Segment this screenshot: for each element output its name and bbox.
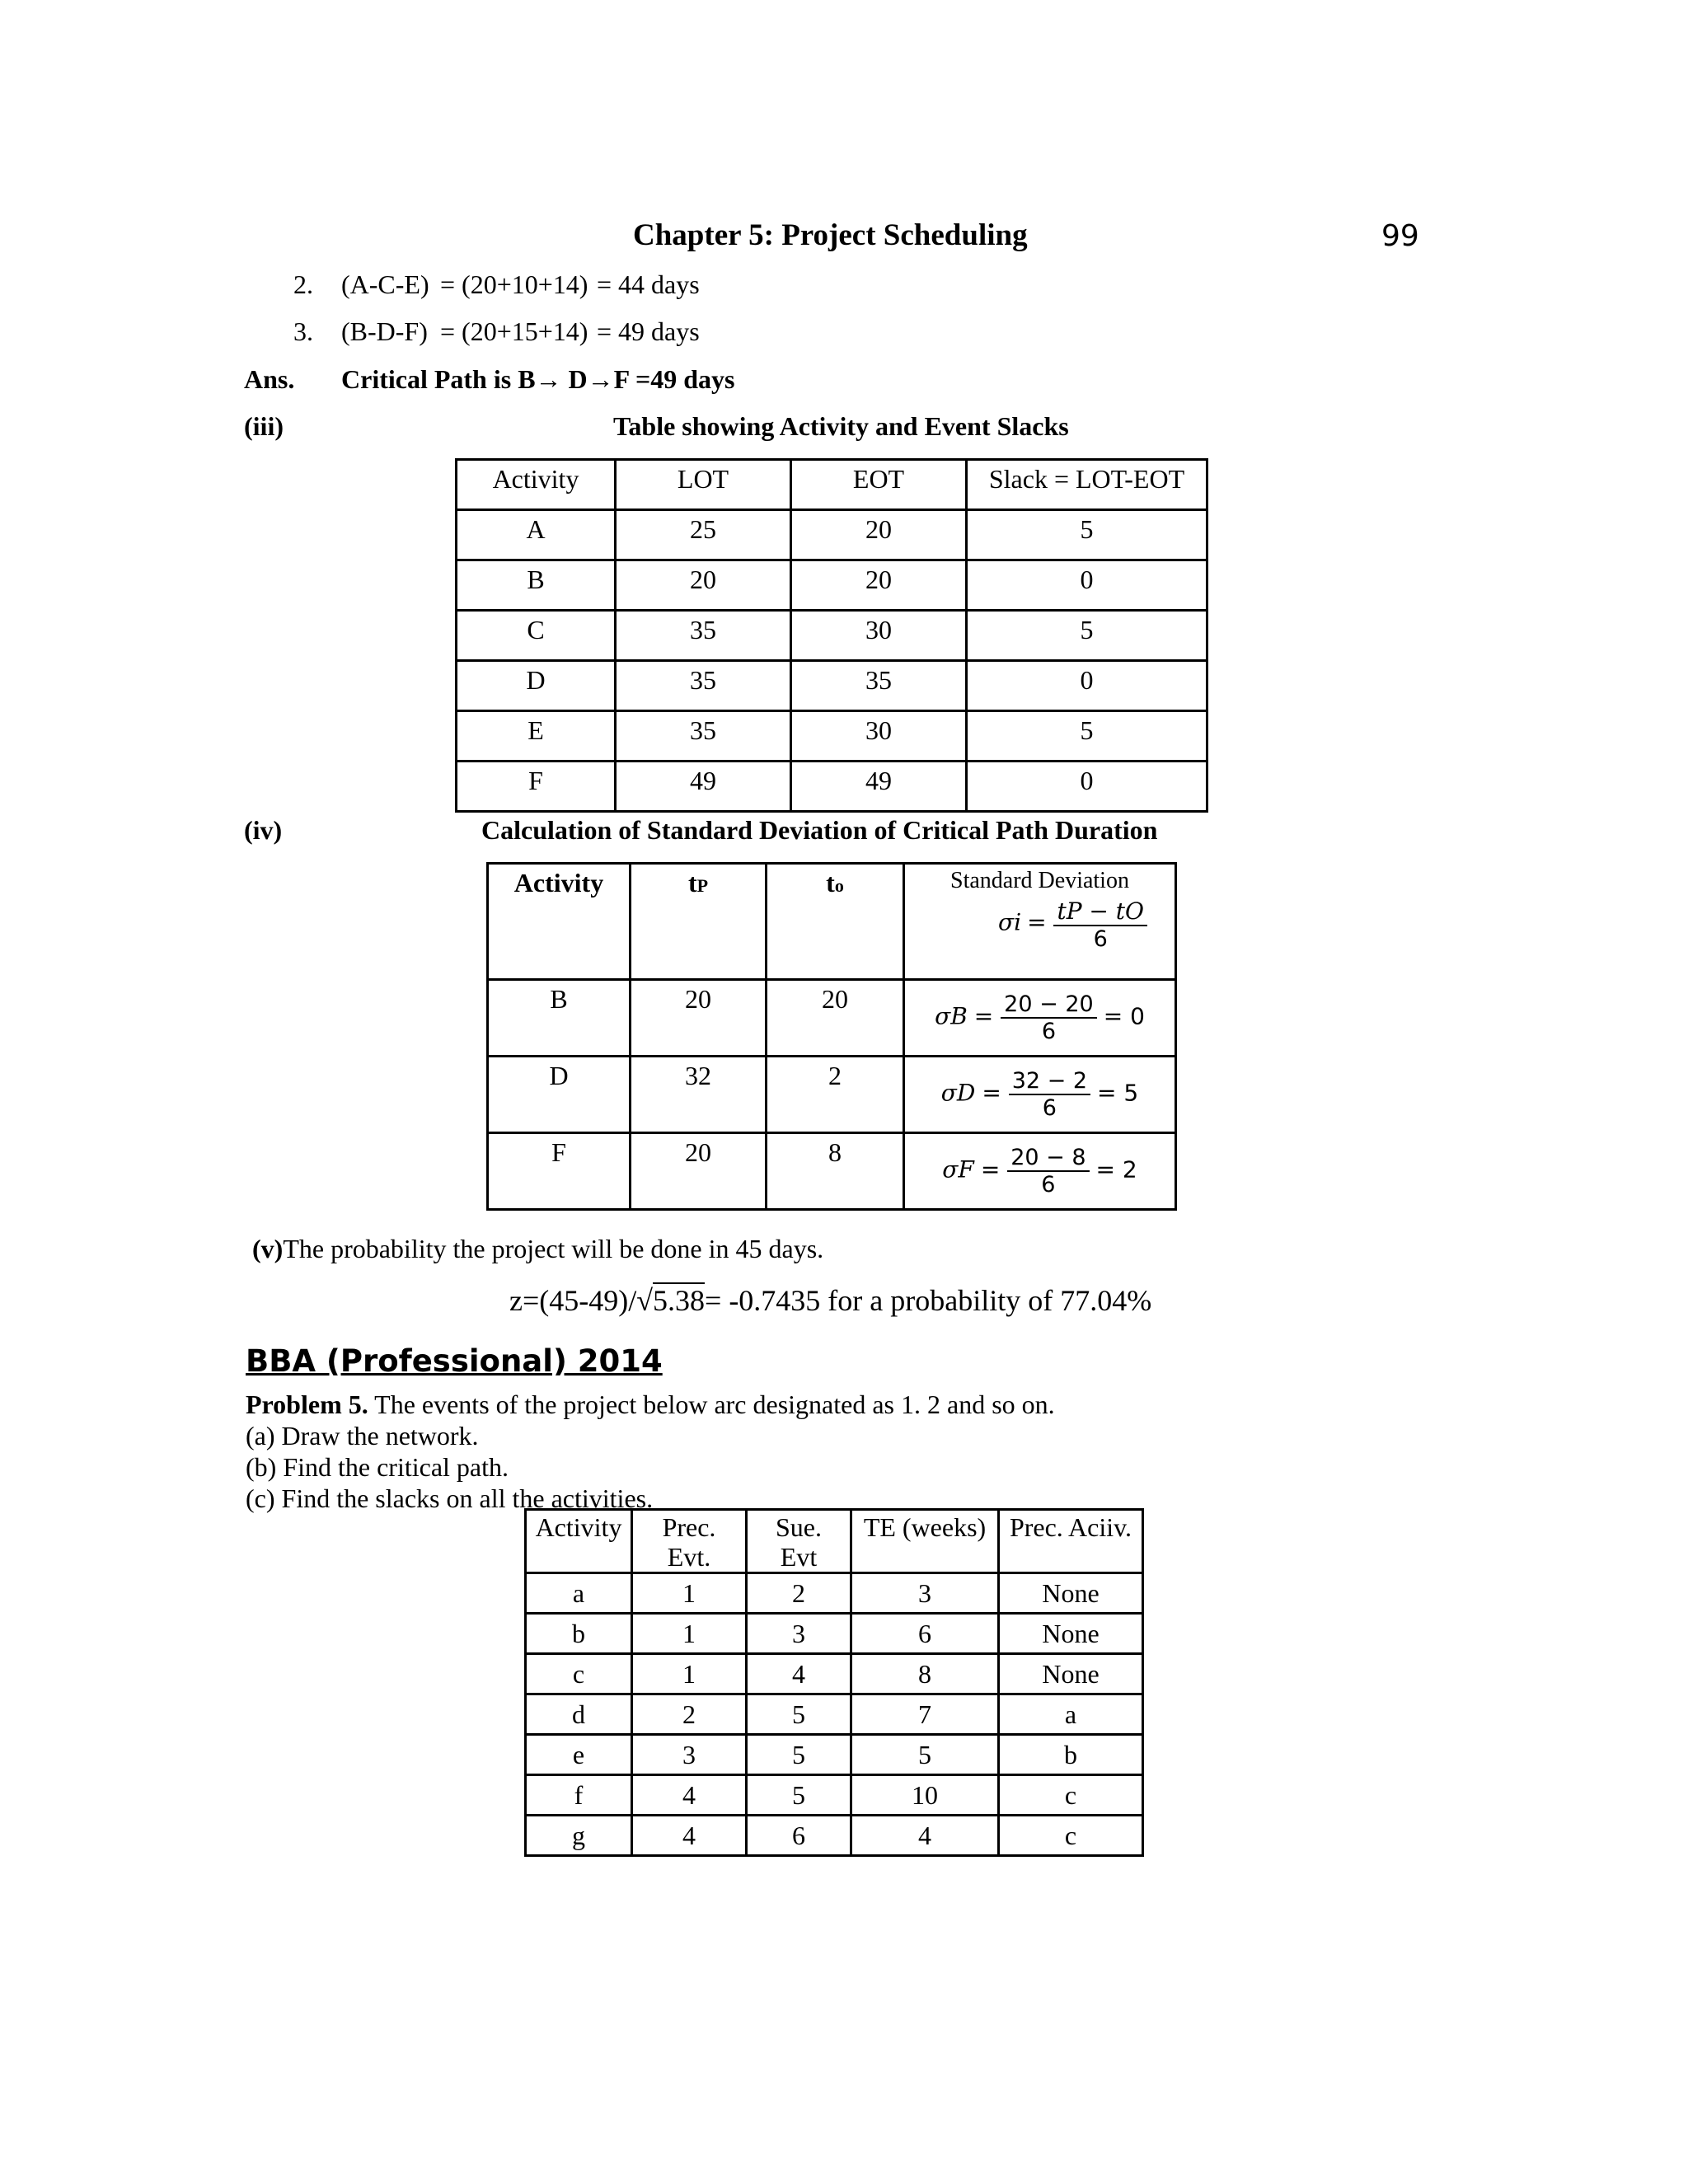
cell: 4 [747, 1654, 851, 1694]
z-suffix: = -0.7435 for a probability of 77.04% [705, 1284, 1152, 1317]
page-number: 99 [1381, 219, 1419, 253]
cell: 0 [967, 762, 1207, 812]
cell: 8 [851, 1654, 999, 1694]
table-row [488, 1057, 1176, 1133]
path-calc: = (20+15+14) [440, 316, 588, 346]
sd-denominator: 6 [1041, 1172, 1056, 1197]
sd-denominator: 6 [1041, 1019, 1057, 1044]
sd-fraction [1009, 1068, 1090, 1121]
path-result: = 49 days [597, 316, 700, 346]
cell: 49 [791, 762, 967, 812]
table-header-row [526, 1510, 1143, 1573]
formula-denominator: 6 [1093, 926, 1108, 952]
sd-lhs: σB [935, 1002, 968, 1030]
part-iv-label: (iv) [244, 815, 283, 845]
sd-denominator: 6 [1042, 1095, 1057, 1121]
table-row [457, 560, 1207, 611]
cell: None [999, 1654, 1143, 1694]
cell: c [999, 1816, 1143, 1856]
header-te: TE (weeks) [851, 1510, 999, 1573]
cell: g [526, 1816, 632, 1856]
table-row [488, 980, 1176, 1057]
part-iii-label: (iii) [244, 411, 284, 441]
table-header-row [457, 460, 1207, 510]
answer-text: Critical Path is B→ D→F =49 days [341, 364, 735, 394]
chapter-title: Chapter 5: Project Scheduling [633, 218, 1028, 252]
cell: E [457, 711, 616, 762]
cell: 20 [791, 510, 967, 560]
cell: 3 [747, 1614, 851, 1654]
header-standard-deviation [904, 864, 1176, 980]
cell: 2 [632, 1694, 747, 1735]
activity-table [524, 1508, 1144, 1857]
cell-to: 20 [767, 980, 904, 1057]
cell: 1 [632, 1614, 747, 1654]
sd-header-label: Standard Deviation [950, 868, 1129, 893]
cell: 4 [632, 1816, 747, 1856]
path-label: (A-C-E) [341, 269, 429, 299]
z-radicand: 5.38 [653, 1284, 706, 1317]
path-result: = 44 days [597, 269, 700, 299]
cell: 35 [616, 661, 791, 711]
cell: 5 [967, 611, 1207, 661]
cell: None [999, 1614, 1143, 1654]
cell: 3 [632, 1735, 747, 1775]
cell-tp: 32 [631, 1057, 767, 1133]
problem-statement [246, 1390, 1055, 1420]
cell: 5 [747, 1694, 851, 1735]
cell: A [457, 510, 616, 560]
cell: d [526, 1694, 632, 1735]
problem-text: The events of the project below arc designated as 1. 2 and so on. [374, 1390, 1055, 1419]
cell: b [999, 1735, 1143, 1775]
cell: 7 [851, 1694, 999, 1735]
cell: 0 [967, 661, 1207, 711]
table-header-row [488, 864, 1176, 980]
table-row [457, 711, 1207, 762]
formula-lhs: σi [997, 908, 1022, 936]
table-row [526, 1775, 1143, 1816]
problem-item: (a) Draw the network. [246, 1421, 479, 1451]
cell-tp: 20 [631, 980, 767, 1057]
cell: 1 [632, 1654, 747, 1694]
table-row [526, 1614, 1143, 1654]
header-slack: Slack = LOT-EOT [967, 460, 1207, 510]
cell-activity: B [488, 980, 631, 1057]
cell: 4 [632, 1775, 747, 1816]
cell: 49 [616, 762, 791, 812]
slack-table-title: Table showing Activity and Event Slacks [613, 411, 1069, 441]
table-row [526, 1573, 1143, 1614]
problem-item: (c) Find the slacks on all the activities. [246, 1483, 654, 1513]
probability-statement [252, 1234, 823, 1264]
header-eot: EOT [791, 460, 967, 510]
general-formula: σi = $\frac{tP - tO}{6}$ [971, 898, 1175, 952]
cell: f [526, 1775, 632, 1816]
cell: b [526, 1614, 632, 1654]
cell-activity: D [488, 1057, 631, 1133]
cell: 35 [616, 611, 791, 661]
cell-tp: 20 [631, 1133, 767, 1210]
sd-result: 2 [1122, 1155, 1137, 1183]
path-label: (B-D-F) [341, 316, 428, 346]
cell: 5 [747, 1735, 851, 1775]
header-activity: Activity [488, 864, 631, 980]
cell: 30 [791, 711, 967, 762]
sd-table-title: Calculation of Standard Deviation of Critical Path Duration [481, 815, 1158, 845]
cell: F [457, 762, 616, 812]
part-v-label: (v) [252, 1234, 284, 1263]
sd-fraction [1007, 1145, 1089, 1197]
sd-lhs: σD [940, 1079, 976, 1107]
table-row [526, 1735, 1143, 1775]
cell: 3 [851, 1573, 999, 1614]
path-calc: = (20+10+14) [440, 269, 588, 299]
formula-numerator: tP − tO [1053, 898, 1147, 926]
sd-numerator: 32 − 2 [1009, 1068, 1090, 1095]
path-number: 3. [293, 316, 313, 346]
cell: 20 [616, 560, 791, 611]
section-title: BBA (Professional) 2014 [246, 1343, 663, 1379]
cell: None [999, 1573, 1143, 1614]
cell: c [999, 1775, 1143, 1816]
cell-sd: σD = $\frac{32 - 2}{6}$ = 5 [904, 1057, 1176, 1133]
cell: 20 [791, 560, 967, 611]
table-row [457, 661, 1207, 711]
cell-sd: σF = $\frac{20 - 8}{6}$ = 2 [904, 1133, 1176, 1210]
sd-numerator: 20 − 20 [1001, 991, 1097, 1019]
cell-activity: F [488, 1133, 631, 1210]
sd-result: 0 [1130, 1002, 1145, 1030]
cell: 4 [851, 1816, 999, 1856]
sd-numerator: 20 − 8 [1007, 1145, 1089, 1172]
cell: e [526, 1735, 632, 1775]
header-suc-evt: Sue. Evt [747, 1510, 851, 1573]
cell: 2 [747, 1573, 851, 1614]
table-row [526, 1816, 1143, 1856]
cell: 5 [967, 510, 1207, 560]
path-number: 2. [293, 269, 313, 299]
sd-table [486, 862, 1177, 1211]
cell: 35 [791, 661, 967, 711]
cell: 5 [851, 1735, 999, 1775]
cell: a [999, 1694, 1143, 1735]
cell: 25 [616, 510, 791, 560]
cell: a [526, 1573, 632, 1614]
table-row [457, 510, 1207, 560]
problem-item: (b) Find the critical path. [246, 1452, 509, 1482]
header-prec-evt: Prec. Evt. [632, 1510, 747, 1573]
table-row [457, 762, 1207, 812]
problem-label: Problem 5. [246, 1390, 368, 1419]
cell-to: 2 [767, 1057, 904, 1133]
table-row [526, 1694, 1143, 1735]
sd-result: 5 [1123, 1079, 1139, 1107]
header-lot: LOT [616, 460, 791, 510]
cell: B [457, 560, 616, 611]
table-row [526, 1654, 1143, 1694]
cell: 5 [747, 1775, 851, 1816]
table-row [457, 611, 1207, 661]
cell: D [457, 661, 616, 711]
sd-fraction [1001, 991, 1097, 1044]
cell: 5 [967, 711, 1207, 762]
cell: 0 [967, 560, 1207, 611]
cell: 10 [851, 1775, 999, 1816]
sd-lhs: σF [942, 1155, 974, 1183]
cell: 6 [851, 1614, 999, 1654]
slack-table [455, 458, 1208, 813]
formula-fraction [1053, 898, 1147, 952]
answer-label: Ans. [244, 364, 295, 394]
header-activity: Activity [457, 460, 616, 510]
cell: 30 [791, 611, 967, 661]
part-v-text: The probability the project will be done in 45 days. [283, 1234, 824, 1263]
z-score-line [509, 1283, 1151, 1318]
header-prec-activity: Prec. Aciiv. [999, 1510, 1143, 1573]
header-tp: tP [631, 864, 767, 980]
header-activity: Activity [526, 1510, 632, 1573]
header-to: to [767, 864, 904, 980]
cell: 6 [747, 1816, 851, 1856]
cell-to: 8 [767, 1133, 904, 1210]
cell: 1 [632, 1573, 747, 1614]
cell-sd: σB = $\frac{20 - 20}{6}$ = 0 [904, 980, 1176, 1057]
cell: c [526, 1654, 632, 1694]
z-prefix: z=(45-49)/√ [509, 1284, 654, 1317]
cell: C [457, 611, 616, 661]
cell: 35 [616, 711, 791, 762]
table-row [488, 1133, 1176, 1210]
